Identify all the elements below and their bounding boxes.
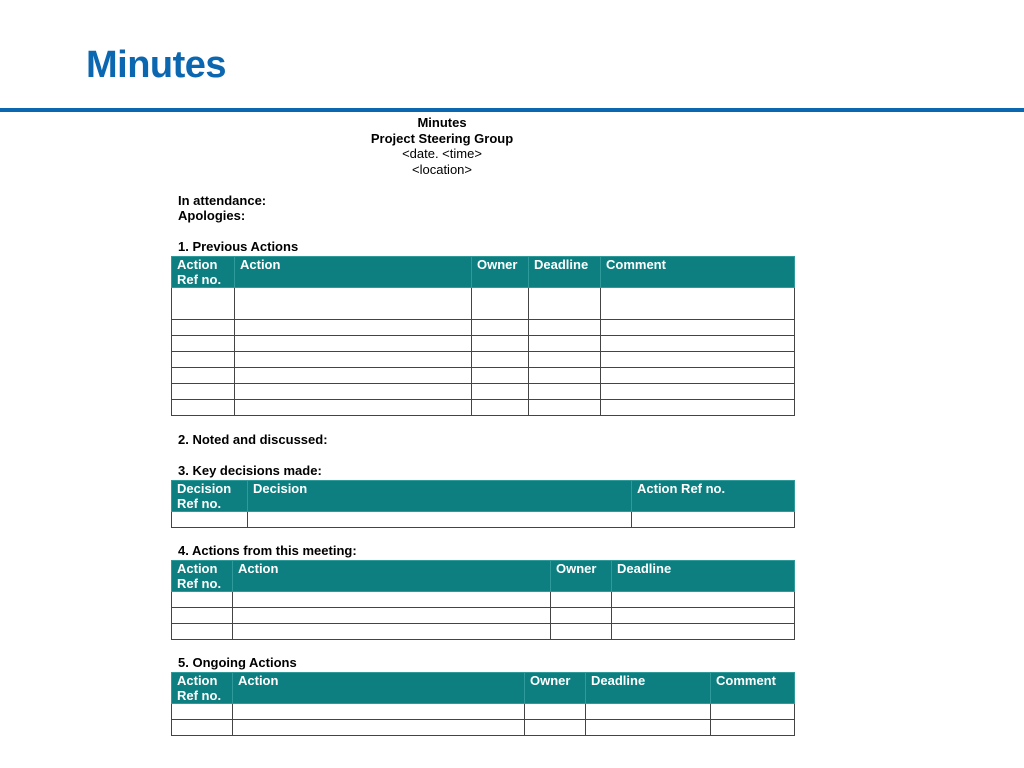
table-cell[interactable] (472, 384, 529, 400)
table-cell[interactable] (172, 400, 235, 416)
table-cell[interactable] (612, 592, 795, 608)
table-cell[interactable] (172, 592, 233, 608)
header-date-time: <date. <time> (402, 146, 482, 161)
table-cell[interactable] (472, 352, 529, 368)
table-cell[interactable] (601, 368, 795, 384)
table-cell[interactable] (612, 608, 795, 624)
table-header-row (172, 481, 795, 512)
table-cell[interactable] (172, 384, 235, 400)
table-cell[interactable] (472, 368, 529, 384)
new-actions-table (171, 560, 795, 640)
col-header-comment: Comment (711, 673, 795, 704)
previous-actions-table (171, 256, 795, 416)
table-cell[interactable] (529, 352, 601, 368)
col-header-action: Action (233, 673, 525, 704)
section1-heading: 1. Previous Actions (178, 239, 299, 254)
table-row (172, 608, 795, 624)
col-header-action-ref: Action Ref no. (632, 481, 795, 512)
col-header-action: Action (233, 561, 551, 592)
header-group: Project Steering Group (370, 130, 514, 146)
col-header-owner: Owner (525, 673, 586, 704)
table-cell[interactable] (248, 512, 632, 528)
table-cell[interactable] (172, 320, 235, 336)
table-cell[interactable] (601, 320, 795, 336)
table-cell[interactable] (586, 704, 711, 720)
col-header-owner: Owner (551, 561, 612, 592)
table-cell[interactable] (529, 336, 601, 352)
col-header-deadline: Deadline (529, 257, 601, 288)
table-row (172, 368, 795, 384)
section2-heading: 2. Noted and discussed: (178, 432, 328, 447)
table-row (172, 512, 795, 528)
table-header-row (172, 561, 795, 592)
table-row (172, 384, 795, 400)
col-header-action: Action (235, 257, 472, 288)
table-cell[interactable] (529, 288, 601, 320)
table-cell[interactable] (472, 336, 529, 352)
section4-heading: 4. Actions from this meeting: (178, 543, 357, 558)
table-cell[interactable] (233, 704, 525, 720)
table-cell[interactable] (172, 512, 248, 528)
table-cell[interactable] (551, 592, 612, 608)
col-header-decision: Decision (248, 481, 632, 512)
table-row (172, 320, 795, 336)
section3-heading: 3. Key decisions made: (178, 463, 322, 478)
table-cell[interactable] (235, 336, 472, 352)
key-decisions-table (171, 480, 795, 528)
table-cell[interactable] (172, 720, 233, 736)
table-cell[interactable] (529, 368, 601, 384)
table-cell[interactable] (233, 592, 551, 608)
col-header-ref: Action Ref no. (172, 257, 235, 288)
table-cell[interactable] (172, 704, 233, 720)
table-cell[interactable] (233, 720, 525, 736)
table-cell[interactable] (551, 608, 612, 624)
table-cell[interactable] (529, 384, 601, 400)
table-cell[interactable] (172, 368, 235, 384)
table-cell[interactable] (601, 336, 795, 352)
table-cell[interactable] (525, 704, 586, 720)
table-row (172, 624, 795, 640)
table-cell[interactable] (233, 608, 551, 624)
table-cell[interactable] (711, 720, 795, 736)
table-cell[interactable] (529, 320, 601, 336)
table-cell[interactable] (235, 352, 472, 368)
table-row (172, 288, 795, 320)
section5-heading: 5. Ongoing Actions (178, 655, 297, 670)
table-row (172, 336, 795, 352)
table-row (172, 352, 795, 368)
table-cell[interactable] (172, 288, 235, 320)
col-header-ref: Action Ref no. (172, 673, 233, 704)
table-cell[interactable] (586, 720, 711, 736)
table-cell[interactable] (711, 704, 795, 720)
table-cell[interactable] (235, 368, 472, 384)
table-cell[interactable] (529, 400, 601, 416)
table-cell[interactable] (601, 400, 795, 416)
table-cell[interactable] (172, 608, 233, 624)
table-row (172, 592, 795, 608)
table-cell[interactable] (235, 288, 472, 320)
col-header-ref: Action Ref no. (172, 561, 233, 592)
table-cell[interactable] (472, 320, 529, 336)
col-header-comment: Comment (601, 257, 795, 288)
header-minutes: Minutes (417, 115, 467, 130)
table-cell[interactable] (235, 320, 472, 336)
slide-title: Minutes (86, 44, 227, 86)
table-cell[interactable] (525, 720, 586, 736)
ongoing-actions-table (171, 672, 795, 736)
table-row (172, 400, 795, 416)
col-header-deadline: Deadline (586, 673, 711, 704)
table-cell[interactable] (601, 352, 795, 368)
table-cell[interactable] (612, 624, 795, 640)
table-cell[interactable] (172, 624, 233, 640)
table-cell[interactable] (601, 384, 795, 400)
col-header-owner: Owner (472, 257, 529, 288)
table-cell[interactable] (632, 512, 795, 528)
table-cell[interactable] (172, 336, 235, 352)
table-cell[interactable] (233, 624, 551, 640)
table-cell[interactable] (172, 352, 235, 368)
table-row (172, 704, 795, 720)
col-header-deadline: Deadline (612, 561, 795, 592)
apologies-label: Apologies: (178, 208, 246, 223)
table-cell[interactable] (551, 624, 612, 640)
table-header-row (172, 673, 795, 704)
table-cell[interactable] (235, 400, 472, 416)
table-cell[interactable] (472, 400, 529, 416)
document-header (342, 115, 542, 177)
col-header-decision-ref: Decision Ref no. (172, 481, 248, 512)
table-header-row (172, 257, 795, 288)
table-cell[interactable] (472, 288, 529, 320)
table-cell[interactable] (235, 384, 472, 400)
table-cell[interactable] (601, 288, 795, 320)
header-location: <location> (412, 161, 472, 177)
in-attendance-label: In attendance: (178, 193, 267, 208)
table-row (172, 720, 795, 736)
